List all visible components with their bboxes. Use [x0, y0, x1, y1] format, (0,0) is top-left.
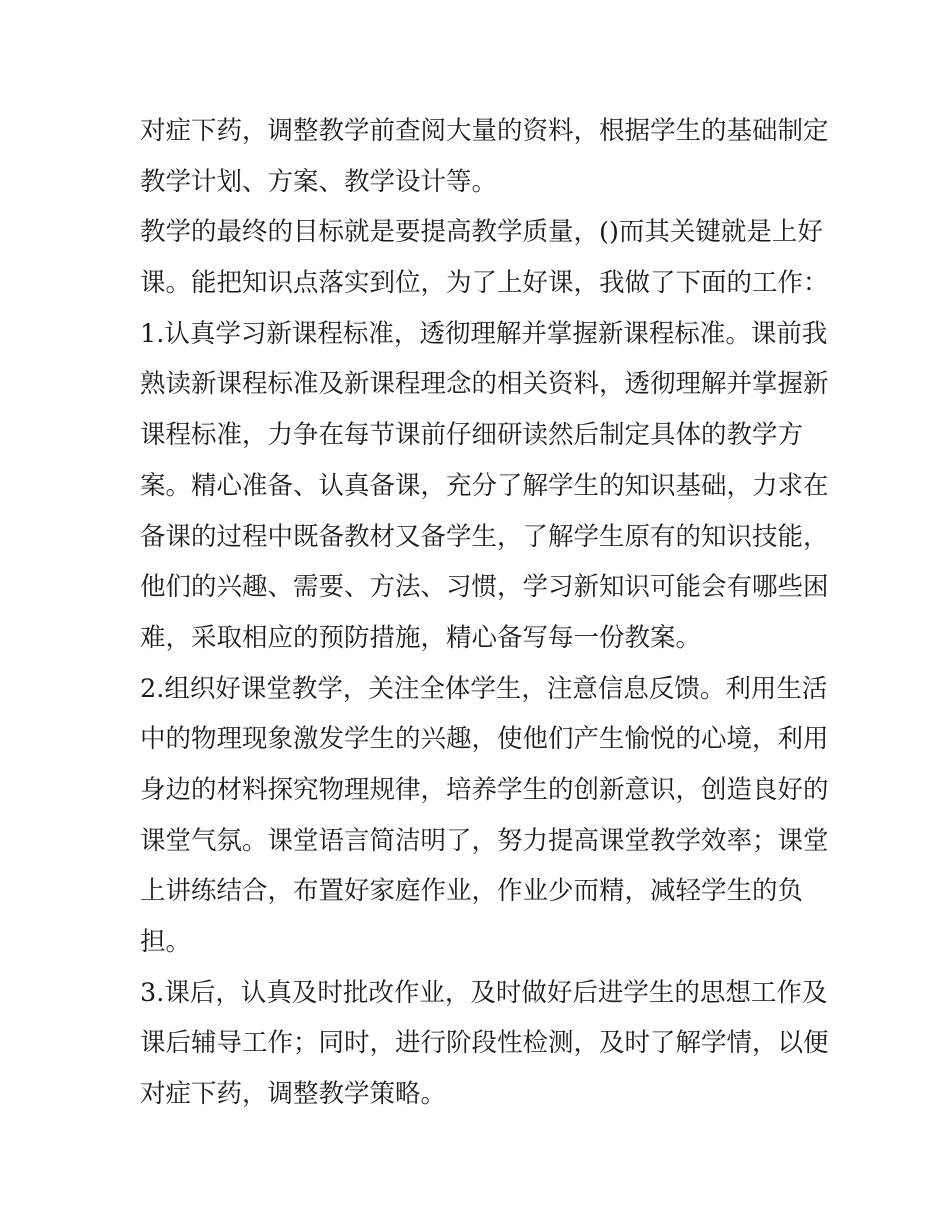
text-line: 课。能把知识点落实到位，为了上好课，我做了下面的工作：	[140, 268, 829, 299]
text-line: 对症下药，调整教学策略。	[140, 1079, 447, 1110]
text-line: 中的物理现象激发学生的兴趣，使他们产生愉悦的心境，利用	[140, 724, 829, 755]
paragraph-1	[140, 106, 829, 207]
text-line: 他们的兴趣、需要、方法、习惯，学习新知识可能会有哪些困	[140, 572, 829, 603]
paragraph-2	[140, 207, 829, 308]
text-line: 课程标准，力争在每节课前仔细研读然后制定具体的教学方	[140, 420, 804, 451]
text-line: 3.课后，认真及时批改作业，及时做好后进学生的思想工作及	[140, 977, 828, 1008]
text-line: 难，采取相应的预防措施，精心备写每一份教案。	[140, 622, 702, 653]
document-body	[140, 106, 829, 1120]
text-line: 熟读新课程标准及新课程理念的相关资料，透彻理解并掌握新	[140, 369, 829, 400]
text-line: 教学的最终的目标就是要提高教学质量，()而其关键就是上好	[140, 217, 823, 248]
text-line: 1.认真学习新课程标准，透彻理解并掌握新课程标准。课前我	[140, 318, 828, 349]
text-line: 课堂气氛。课堂语言简洁明了，努力提高课堂教学效率；课堂	[140, 825, 829, 856]
text-line: 2.组织好课堂教学，关注全体学生，注意信息反馈。利用生活	[140, 673, 828, 704]
paragraph-4	[140, 664, 829, 968]
paragraph-5	[140, 968, 829, 1120]
text-line: 对症下药，调整教学前查阅大量的资料，根据学生的基础制定	[140, 116, 829, 146]
text-line: 上讲练结合，布置好家庭作业，作业少而精，减轻学生的负	[140, 876, 804, 907]
text-line: 身边的材料探究物理规律，培养学生的创新意识，创造良好的	[140, 774, 829, 805]
text-line: 课后辅导工作；同时，进行阶段性检测，及时了解学情，以便	[140, 1028, 829, 1059]
text-line: 案。精心准备、认真备课，充分了解学生的知识基础，力求在	[140, 470, 829, 501]
paragraph-3	[140, 309, 829, 664]
text-line: 教学计划、方案、教学设计等。	[140, 166, 498, 197]
text-line: 备课的过程中既备教材又备学生，了解学生原有的知识技能，	[140, 521, 829, 552]
text-line: 担。	[140, 927, 192, 957]
